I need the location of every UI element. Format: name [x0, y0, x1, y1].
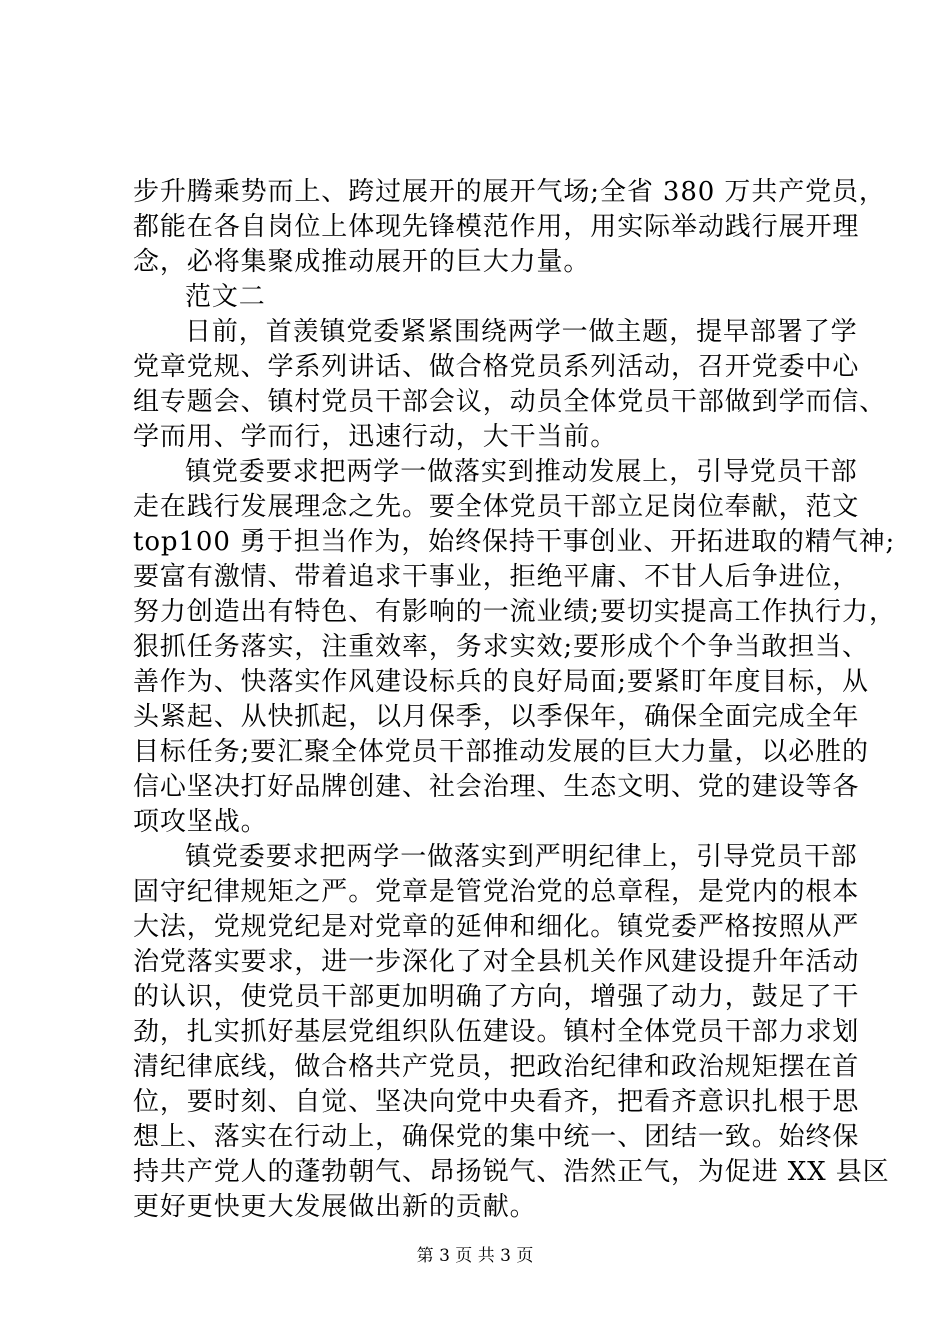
text-line: 清纪律底线，做合格共产党员，把政治纪律和政治规矩摆在首	[133, 1052, 860, 1082]
text-line: 走在践行发展理念之先。要全体党员干部立足岗位奉献，范文	[133, 492, 860, 522]
page-footer	[0, 1244, 950, 1268]
text-line: 日前，首羡镇党委紧紧围绕两学一做主题，提早部署了学	[185, 317, 858, 347]
text-line: 位，要时刻、自觉、坚决向党中央看齐，把看齐意识扎根于思	[133, 1087, 860, 1117]
text-line: 组专题会、镇村党员干部会议，动员全体党员干部做到学而信、	[133, 387, 887, 417]
text-line: 头紧起、从快抓起，以月保季，以季保年，确保全面完成全年	[133, 702, 860, 732]
text-line: 想上、落实在行动上，确保党的集中统一、团结一致。始终保	[133, 1122, 860, 1152]
page-number: 第 3 页 共 3 页	[416, 1246, 534, 1266]
text-line: 努力创造出有特色、有影响的一流业绩;要切实提高工作执行力，	[133, 597, 896, 627]
text-line: 步升腾乘势而上、跨过展开的展开气场;全省 380 万共产党员，	[133, 177, 886, 207]
text-line: 党章党规、学系列讲话、做合格党员系列活动，召开党委中心	[133, 352, 860, 382]
text-line: 善作为、快落实作风建设标兵的良好局面;要紧盯年度目标，从	[133, 667, 869, 697]
text-line: 信心坚决打好品牌创建、社会治理、生态文明、党的建设等各	[133, 772, 860, 802]
paragraph	[133, 840, 890, 1225]
text-line: 持共产党人的蓬勃朝气、昂扬锐气、浩然正气，为促进 XX 县区	[133, 1157, 890, 1187]
text-line: 目标任务;要汇聚全体党员干部推动发展的巨大力量，以必胜的	[133, 737, 869, 767]
text-line: 念，必将集聚成推动展开的巨大力量。	[133, 247, 591, 277]
text-line: 的认识，使党员干部更加明确了方向，增强了动力，鼓足了干	[133, 982, 860, 1012]
section-heading	[133, 280, 828, 315]
text-line: 劲，扎实抓好基层党组织队伍建设。镇村全体党员干部力求划	[133, 1017, 860, 1047]
text-line: 学而用、学而行，迅速行动，大干当前。	[133, 422, 618, 452]
section-heading-text: 范文二	[185, 282, 266, 312]
paragraph	[133, 315, 887, 455]
text-line: 治党落实要求，进一步深化了对全县机关作风建设提升年活动	[133, 947, 860, 977]
text-line: 要富有激情、带着追求干事业，拒绝平庸、不甘人后争进位，	[133, 562, 860, 592]
text-line: 都能在各自岗位上体现先锋模范作用，用实际举动践行展开理	[133, 212, 860, 242]
text-line: 项攻坚战。	[133, 807, 268, 837]
paragraph	[133, 455, 896, 840]
text-line: 镇党委要求把两学一做落实到推动发展上，引导党员干部	[185, 457, 858, 487]
text-line: top100 勇于担当作为，始终保持干事创业、开拓进取的精气神;	[133, 527, 896, 557]
text-line: 固守纪律规矩之严。党章是管党治党的总章程，是党内的根本	[133, 877, 860, 907]
paragraph-continuation	[133, 175, 886, 280]
document-body	[133, 175, 896, 1225]
text-line: 镇党委要求把两学一做落实到严明纪律上，引导党员干部	[185, 842, 858, 872]
text-line: 大法，党规党纪是对党章的延伸和细化。镇党委严格按照从严	[133, 912, 860, 942]
text-line: 更好更快更大发展做出新的贡献。	[133, 1192, 537, 1222]
text-line: 狠抓任务落实，注重效率，务求实效;要形成个个争当敢担当、	[133, 632, 869, 662]
